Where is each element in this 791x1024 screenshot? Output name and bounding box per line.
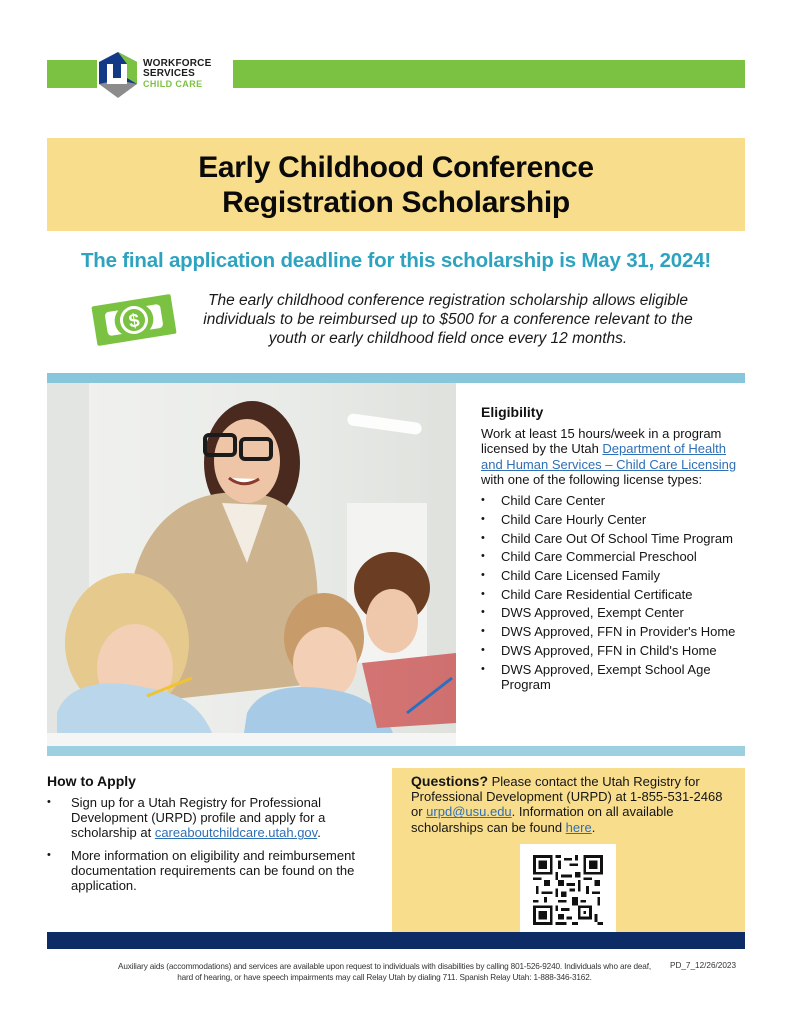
title-band bbox=[47, 138, 745, 231]
header-green-bar-right bbox=[233, 60, 745, 88]
divider-blue-bottom bbox=[47, 746, 745, 756]
list-item: • DWS Approved, FFN in Provider's Home bbox=[481, 624, 751, 639]
footer-navy-bar bbox=[47, 932, 745, 949]
list-item bbox=[47, 795, 382, 841]
list-item: • Child Care Commercial Preschool bbox=[481, 549, 751, 564]
eligibility-text-before: Work at least 15 hours/week in a program licensed by the Utah bbox=[481, 426, 722, 457]
urpd-email-link[interactable]: urpd@usu.edu bbox=[426, 804, 512, 820]
list-item: • Child Care Hourly Center bbox=[481, 512, 751, 527]
how-to-apply-heading: How to Apply bbox=[47, 773, 136, 789]
eligibility-text bbox=[481, 426, 751, 487]
eligibility-text-after: with one of the following license types: bbox=[481, 471, 703, 487]
divider-blue-top bbox=[47, 373, 745, 383]
photo-illustration bbox=[47, 383, 456, 746]
header-green-bar-left bbox=[47, 60, 97, 88]
page-title-line-1: Early Childhood Conference bbox=[198, 150, 594, 184]
apply-step-end: . bbox=[317, 825, 321, 841]
list-item: • Child Care Licensed Family bbox=[481, 568, 751, 583]
workforce-services-logo-icon bbox=[97, 50, 139, 100]
scholarship-description: The early childhood conference registration scholarship allows eligible individuals to be reimbursed up to $500 for a conference relevant to the youth or early childhood field once every 12 months. bbox=[203, 292, 693, 347]
qr-code-icon bbox=[533, 852, 603, 928]
careaboutchildcare-link[interactable]: careaboutchildcare.utah.gov bbox=[154, 825, 318, 841]
list-item: • DWS Approved, Exempt Center bbox=[481, 605, 751, 620]
list-item: • Child Care Center bbox=[481, 493, 751, 508]
deadline-notice: The final application deadline for this scholarship is May 31, 2024! bbox=[80, 249, 712, 272]
logo-text-child-care: CHILD CARE bbox=[143, 79, 203, 89]
document-code: PD_7_12/26/2023 bbox=[670, 961, 737, 970]
how-to-apply-list bbox=[47, 795, 382, 893]
list-item: • Child Care Out Of School Time Program bbox=[481, 531, 751, 546]
apply-step-text: Sign up for a Utah Registry for Professional Development (URPD) profile and apply for a scholarship at bbox=[71, 795, 326, 841]
how-to-apply-section bbox=[47, 773, 382, 900]
accessibility-notice: Auxiliary aids (accommodations) and services are available upon request to individuals with disabilities by calling 801-526-9240. Individuals who are deaf, hard of hearing, or have speech impairments may call Relay Utah by dialing 711. Spanish Relay Utah: 1-888-346-3162. bbox=[118, 962, 651, 982]
logo-text-services: SERVICES bbox=[143, 68, 195, 79]
list-item: • More information on eligibility and reimbursement documentation requirements can be found on the application. bbox=[47, 848, 382, 894]
license-types-list bbox=[481, 493, 751, 692]
page-title-line-2: Registration Scholarship bbox=[222, 185, 570, 219]
questions-text-1: Please contact the Utah Registry for Professional Development (URPD) at 1-855-531-2468 or bbox=[411, 774, 723, 820]
questions-text-2: . Information on all available scholarships can be found bbox=[411, 804, 674, 835]
eligibility-section bbox=[481, 404, 751, 696]
questions-lead: Questions? bbox=[411, 773, 489, 789]
list-item: • Child Care Residential Certificate bbox=[481, 587, 751, 602]
dollar-bill-icon bbox=[88, 290, 180, 350]
list-item: • DWS Approved, Exempt School Age Program bbox=[481, 662, 751, 693]
dhhs-child-care-licensing-link[interactable]: Department of Health and Human Services – Child Care Licensing bbox=[481, 441, 737, 472]
questions-text bbox=[411, 774, 736, 835]
qr-code[interactable] bbox=[520, 844, 616, 936]
svg-text:$: $ bbox=[127, 310, 142, 333]
questions-text-3: . bbox=[591, 819, 596, 835]
workforce-services-logo bbox=[97, 48, 233, 102]
eligibility-heading: Eligibility bbox=[481, 404, 544, 420]
teacher-children-photo bbox=[47, 383, 456, 746]
logo-text-workforce: WORKFORCE bbox=[143, 58, 212, 69]
list-item: • DWS Approved, FFN in Child's Home bbox=[481, 643, 751, 658]
scholarships-here-link[interactable]: here bbox=[565, 819, 592, 835]
